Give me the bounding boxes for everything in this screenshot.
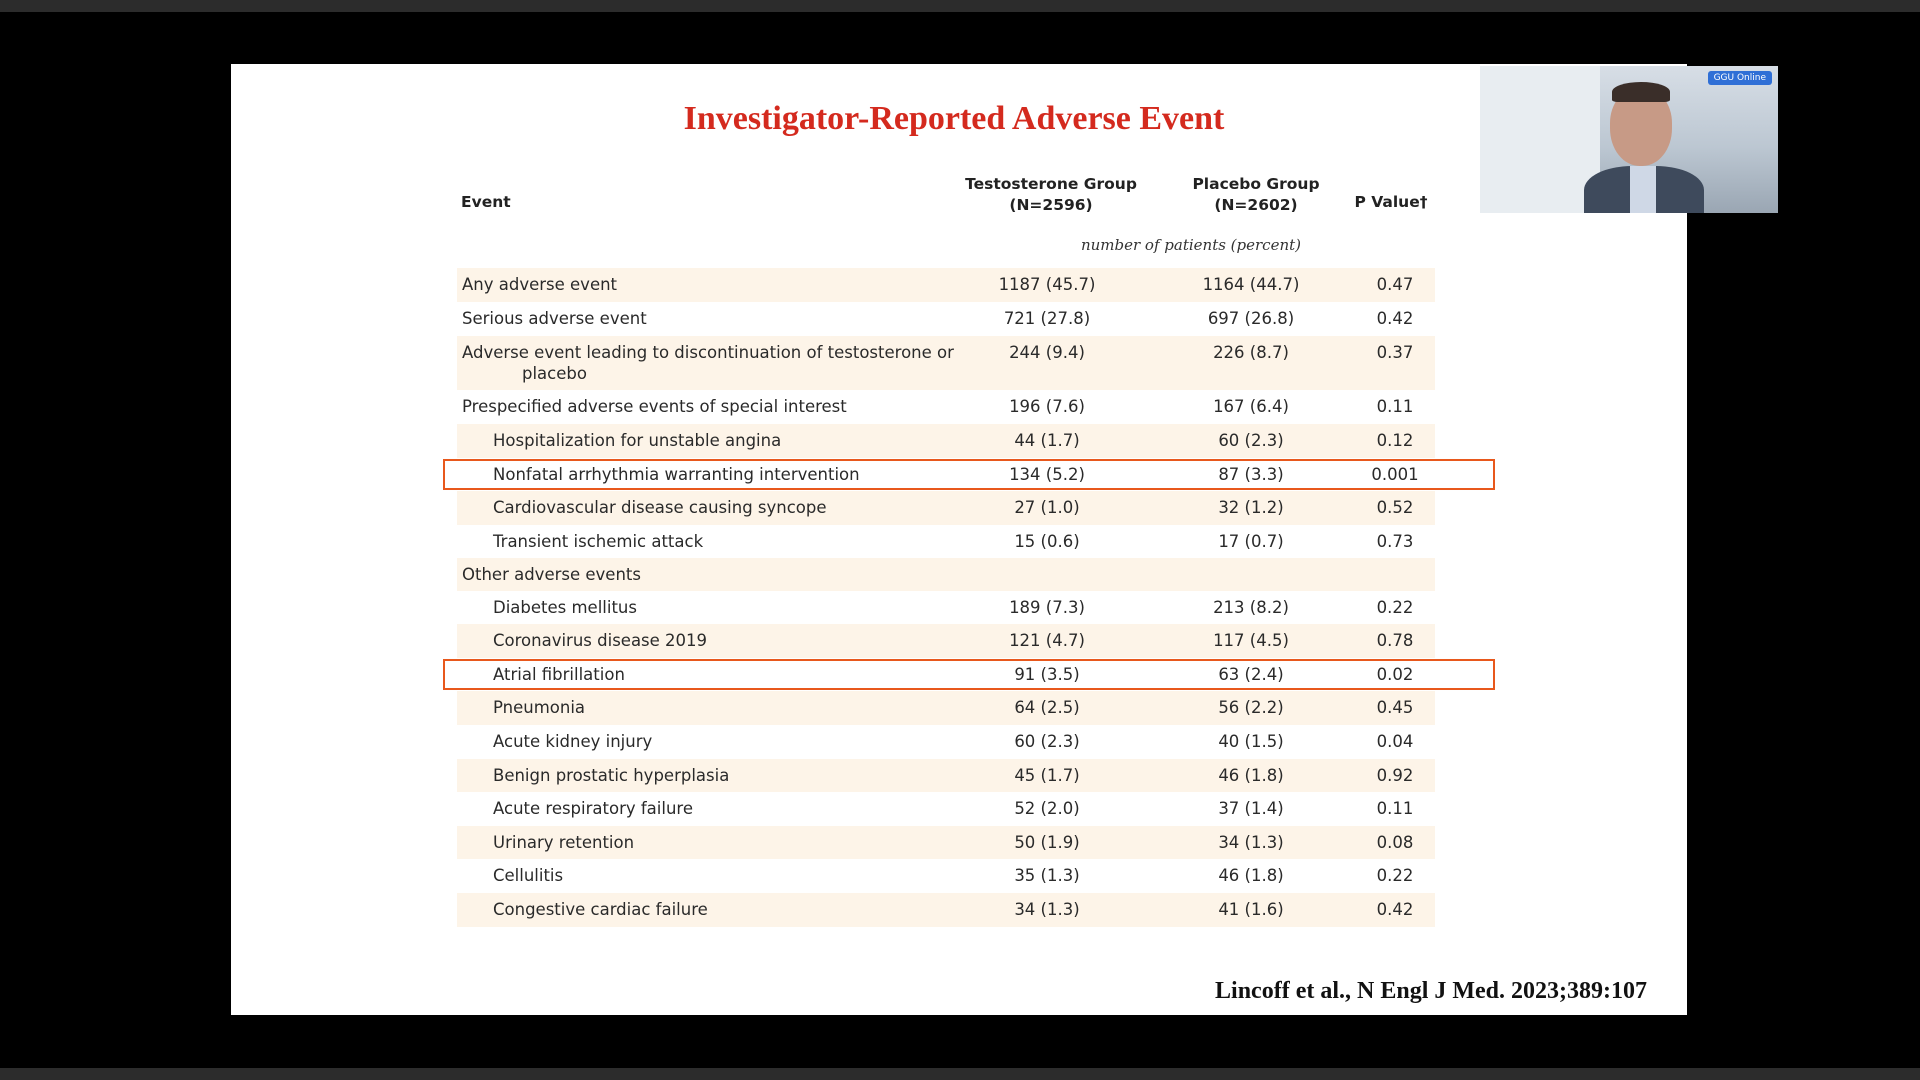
row-event-label: Transient ischemic attack <box>493 532 704 551</box>
row-event-label: Acute kidney injury <box>493 732 653 751</box>
row-p-value: 0.22 <box>1376 598 1414 617</box>
row-p-value: 0.001 <box>1371 465 1419 484</box>
row-testosterone-value: 189 (7.3) <box>1009 598 1085 617</box>
row-testosterone-value: 52 (2.0) <box>1014 799 1080 818</box>
row-p-value: 0.42 <box>1376 309 1414 328</box>
table-row <box>457 390 1435 424</box>
row-event-label: Pneumonia <box>493 698 586 717</box>
row-placebo-value: 34 (1.3) <box>1218 833 1284 852</box>
table-row <box>457 759 1435 792</box>
row-event-label: Coronavirus disease 2019 <box>493 631 708 650</box>
header-placebo-n: (N=2602) <box>1214 196 1298 214</box>
row-p-value: 0.02 <box>1376 665 1414 684</box>
table-row <box>457 691 1435 725</box>
row-event-label: Other adverse events <box>462 565 641 584</box>
row-event-label: Nonfatal arrhythmia warranting intervention <box>493 465 860 484</box>
webcam-background <box>1480 66 1600 213</box>
row-event-label: Any adverse event <box>462 275 618 294</box>
row-p-value: 0.47 <box>1376 275 1414 294</box>
row-placebo-value: 32 (1.2) <box>1218 498 1284 517</box>
presenter-hair <box>1612 82 1670 102</box>
row-p-value: 0.37 <box>1376 343 1414 362</box>
units-note: number of patients (percent) <box>1080 236 1302 254</box>
slide-title-text: Investigator-Reported Adverse Event <box>683 100 1225 137</box>
row-placebo-value: 226 (8.7) <box>1213 343 1289 362</box>
header-pvalue: P Value† <box>1354 193 1428 211</box>
row-testosterone-value: 721 (27.8) <box>1003 309 1091 328</box>
row-p-value: 0.11 <box>1376 397 1414 416</box>
row-event-label: Cardiovascular disease causing syncope <box>493 498 827 517</box>
presenter-shirt <box>1630 166 1656 213</box>
row-testosterone-value: 91 (3.5) <box>1014 665 1080 684</box>
header-testosterone <box>946 174 1156 216</box>
row-placebo-value: 167 (6.4) <box>1213 397 1289 416</box>
row-placebo-value: 56 (2.2) <box>1218 698 1284 717</box>
highlight-box-atrial-fibrillation <box>443 659 1495 690</box>
webcam-brand-badge: GGU Online <box>1708 71 1772 85</box>
header-event: Event <box>461 193 511 211</box>
row-testosterone-value: 196 (7.6) <box>1009 397 1085 416</box>
citation: Lincoff et al., N Engl J Med. 2023;389:107 <box>1215 978 1647 1004</box>
row-placebo-value: 87 (3.3) <box>1218 465 1284 484</box>
table-row <box>457 893 1435 927</box>
table-row <box>457 591 1435 624</box>
row-event-label: Serious adverse event <box>462 309 647 328</box>
row-placebo-value: 60 (2.3) <box>1218 431 1284 450</box>
row-p-value: 0.04 <box>1376 732 1414 751</box>
row-testosterone-value: 15 (0.6) <box>1014 532 1080 551</box>
row-p-value: 0.73 <box>1376 532 1414 551</box>
row-p-value: 0.78 <box>1376 631 1414 650</box>
row-testosterone-value: 50 (1.9) <box>1014 833 1080 852</box>
table-row <box>457 558 1435 591</box>
row-event-label: Prespecified adverse events of special interest <box>462 397 847 416</box>
row-p-value: 0.42 <box>1376 900 1414 919</box>
row-p-value: 0.08 <box>1376 833 1414 852</box>
webcam-video-tile[interactable] <box>1480 66 1778 213</box>
row-placebo-value: 63 (2.4) <box>1218 665 1284 684</box>
table-row <box>457 525 1435 558</box>
window-bottom-bar <box>0 1068 1920 1080</box>
table-row <box>457 268 1435 302</box>
row-event-label: Congestive cardiac failure <box>493 900 708 919</box>
row-event-label: Urinary retention <box>493 833 635 852</box>
table-row <box>457 792 1435 826</box>
row-testosterone-value: 27 (1.0) <box>1014 498 1080 517</box>
table-row <box>457 336 1435 390</box>
adverse-event-table <box>231 64 1687 1015</box>
header-placebo-name: Placebo Group <box>1192 175 1320 193</box>
row-placebo-value: 40 (1.5) <box>1218 732 1284 751</box>
row-placebo-value: 17 (0.7) <box>1218 532 1284 551</box>
row-placebo-value: 46 (1.8) <box>1218 866 1284 885</box>
row-p-value: 0.12 <box>1376 431 1414 450</box>
table-row <box>457 859 1435 893</box>
row-testosterone-value: 60 (2.3) <box>1014 732 1080 751</box>
table-row <box>457 624 1435 658</box>
row-event-label: Hospitalization for unstable angina <box>493 431 782 450</box>
table-row <box>457 725 1435 759</box>
row-testosterone-value: 244 (9.4) <box>1009 343 1085 362</box>
window-top-bar <box>0 0 1920 12</box>
row-event-label: Adverse event leading to discontinuation of testosterone or placebo <box>462 343 954 383</box>
row-testosterone-value: 1187 (45.7) <box>998 275 1096 294</box>
row-p-value: 0.52 <box>1376 498 1414 517</box>
table-row <box>457 491 1435 525</box>
row-placebo-value: 1164 (44.7) <box>1202 275 1300 294</box>
row-p-value: 0.92 <box>1376 766 1414 785</box>
row-placebo-value: 37 (1.4) <box>1218 799 1284 818</box>
row-testosterone-value: 134 (5.2) <box>1009 465 1085 484</box>
row-placebo-value: 213 (8.2) <box>1213 598 1289 617</box>
header-placebo <box>1151 174 1361 216</box>
header-testosterone-n: (N=2596) <box>1009 196 1093 214</box>
table-row <box>457 826 1435 859</box>
row-event-label: Cellulitis <box>493 866 564 885</box>
row-p-value: 0.45 <box>1376 698 1414 717</box>
table-row <box>457 302 1435 336</box>
row-testosterone-value: 44 (1.7) <box>1014 431 1080 450</box>
row-placebo-value: 41 (1.6) <box>1218 900 1284 919</box>
presentation-slide <box>231 64 1687 1015</box>
highlight-box-arrhythmia <box>443 459 1495 490</box>
row-p-value: 0.11 <box>1376 799 1414 818</box>
row-event-label: Atrial fibrillation <box>493 665 625 684</box>
row-placebo-value: 117 (4.5) <box>1213 631 1289 650</box>
table-row <box>457 424 1435 458</box>
row-testosterone-value: 45 (1.7) <box>1014 766 1080 785</box>
row-event-label: Diabetes mellitus <box>493 598 637 617</box>
row-testosterone-value: 35 (1.3) <box>1014 866 1080 885</box>
row-event-label: Benign prostatic hyperplasia <box>493 766 730 785</box>
row-p-value: 0.22 <box>1376 866 1414 885</box>
row-testosterone-value: 121 (4.7) <box>1009 631 1085 650</box>
header-testosterone-name: Testosterone Group <box>965 175 1137 193</box>
row-testosterone-value: 34 (1.3) <box>1014 900 1080 919</box>
row-testosterone-value: 64 (2.5) <box>1014 698 1080 717</box>
row-event-label: Acute respiratory failure <box>493 799 693 818</box>
row-placebo-value: 697 (26.8) <box>1207 309 1295 328</box>
row-placebo-value: 46 (1.8) <box>1218 766 1284 785</box>
